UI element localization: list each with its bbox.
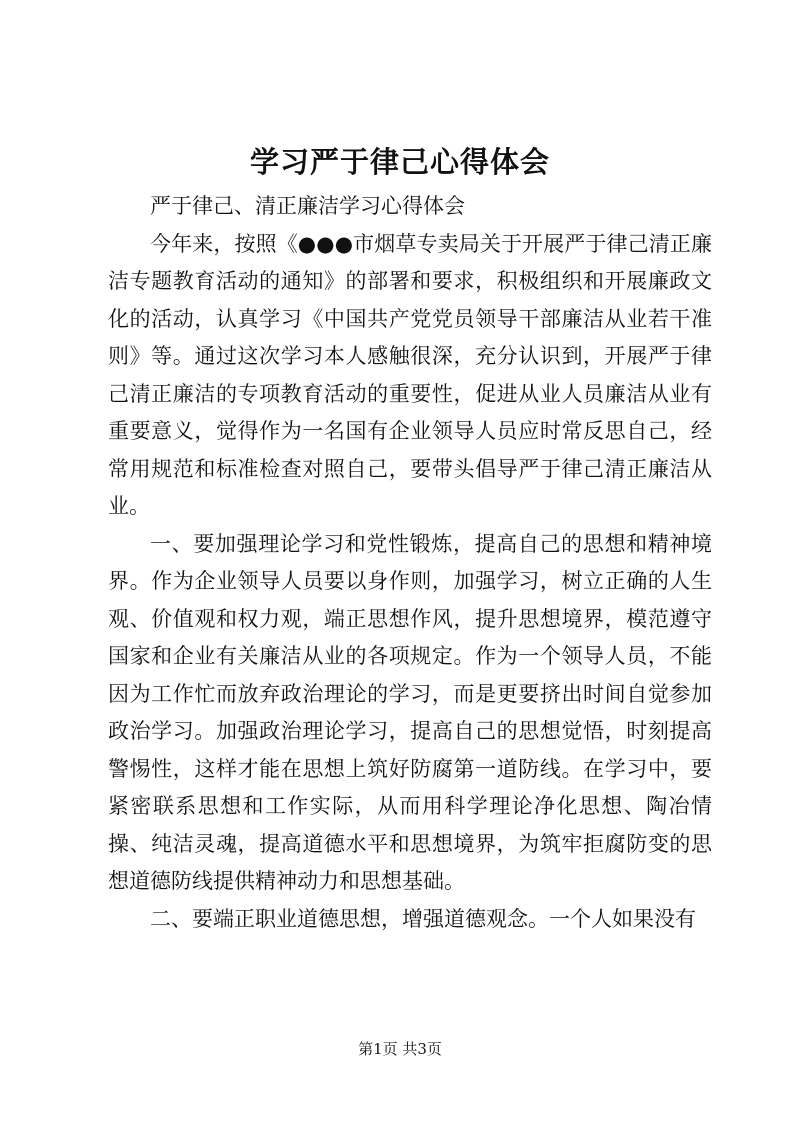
document-subtitle: 严于律己、清正廉洁学习心得体会 [150, 194, 465, 218]
paragraph-section-2: 二、要端正职业道德思想，增强道德观念。一个人如果没有 [150, 906, 696, 931]
document-body [108, 188, 712, 938]
document-title: 学习严于律己心得体会 [249, 145, 550, 179]
paragraph-intro: 今年来，按照《●●●市烟草专卖局关于开展严于律己清正廉洁专题教育活动的通知》的部署和要求，积极组织和开展廉政文化的活动，认真学习《中国共产党党员领导干部廉洁从业若干准则》等。通过这次学习本人感触很深，充分认识到，开展严于律己清正廉洁的专项教育活动的重要性，促进从业人员廉洁从业有重要意义，觉得作为一名国有企业领导人员应时常反思自己，经常用规范和标准检查对照自己，要带头倡导严于律己清正廉洁从业。 [108, 231, 712, 518]
paragraph-section-1: 一、要加强理论学习和党性锻炼，提高自己的思想和精神境界。作为企业领导人员要以身作则，加强学习，树立正确的人生观、价值观和权力观，端正思想作风，提升思想境界，模范遵守国家和企业有关廉洁从业的各项规定。作为一个领导人员，不能因为工作忙而放弃政治理论的学习，而是更要挤出时间自觉参加政治学习。加强政治理论学习，提高自己的思想觉悟，时刻提高警惕性，这样才能在思想上筑好防腐第一道防线。在学习中，要紧密联系思想和工作实际，从而用科学理论净化思想、陶冶情操、纯洁灵魂，提高道德水平和思想境界，为筑牢拒腐防变的思想道德防线提供精神动力和思想基础。 [108, 531, 712, 893]
page-footer: 第1页 共3页 [358, 1040, 442, 1058]
